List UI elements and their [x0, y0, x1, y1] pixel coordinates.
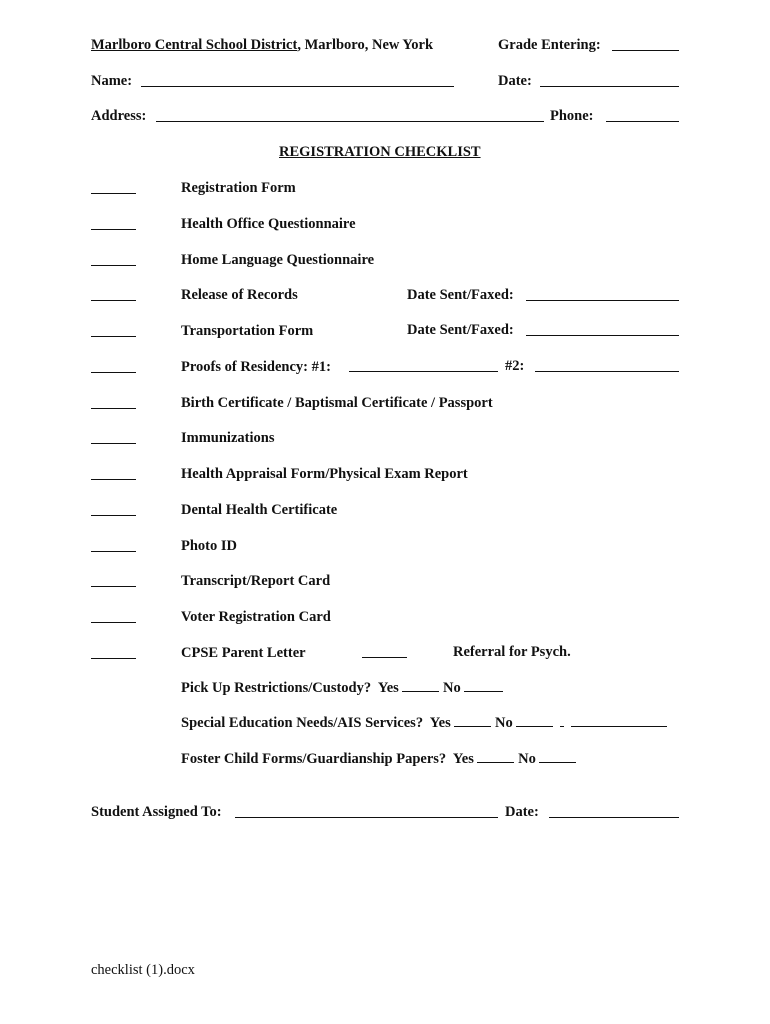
- foster-no-field[interactable]: [539, 750, 576, 763]
- pickup-yes-field[interactable]: [402, 679, 439, 692]
- page-title: REGISTRATION CHECKLIST: [279, 144, 481, 160]
- checklist-item-label: Release of Records: [181, 287, 298, 303]
- checklist-item-label: Voter Registration Card: [181, 609, 331, 625]
- checklist-item-label: Health Office Questionnaire: [181, 216, 356, 232]
- special-ed-text: Special Education Needs/AIS Services?: [181, 715, 424, 731]
- phone-label: Phone:: [550, 108, 594, 124]
- checklist-checkbox-line[interactable]: [91, 586, 136, 587]
- checklist-item-label: Home Language Questionnaire: [181, 252, 375, 268]
- foster-no-label: No: [518, 751, 536, 767]
- release-date-sent-label: Date Sent/Faxed:: [407, 287, 514, 303]
- checklist-checkbox-line[interactable]: [91, 479, 136, 480]
- phone-field[interactable]: [606, 121, 679, 122]
- checklist-checkbox-line[interactable]: [91, 336, 136, 337]
- checklist-checkbox-line[interactable]: [91, 408, 136, 409]
- checklist-checkbox-line[interactable]: [91, 443, 136, 444]
- pickup-question: [181, 679, 503, 697]
- special-ed-notes-field[interactable]: [571, 714, 667, 727]
- checklist-item-label: Health Appraisal Form/Physical Exam Report: [181, 466, 468, 482]
- checklist-checkbox-line[interactable]: [91, 622, 136, 623]
- proof-1-field[interactable]: [349, 371, 498, 372]
- transport-date-sent-field[interactable]: [526, 335, 679, 336]
- assigned-date-field[interactable]: [549, 817, 679, 818]
- checklist-item-label: Dental Health Certificate: [181, 502, 338, 518]
- date-field[interactable]: [540, 86, 679, 87]
- checklist-checkbox-line[interactable]: [91, 265, 136, 266]
- special-ed-dash: [560, 714, 564, 727]
- checklist-item-label: Registration Form: [181, 180, 296, 196]
- foster-yes-field[interactable]: [477, 750, 514, 763]
- district-name: Marlboro Central School District: [91, 37, 298, 53]
- transport-date-sent-label: Date Sent/Faxed:: [407, 322, 514, 338]
- foster-yes-label: Yes: [452, 751, 474, 767]
- grade-entering-field[interactable]: [612, 50, 679, 51]
- pickup-no-label: No: [443, 680, 461, 696]
- address-label: Address:: [91, 108, 147, 124]
- pickup-no-field[interactable]: [464, 679, 503, 692]
- checklist-checkbox-line[interactable]: [91, 551, 136, 552]
- date-label: Date:: [498, 73, 532, 89]
- checklist-checkbox-line[interactable]: [91, 515, 136, 516]
- checklist-checkbox-line[interactable]: [91, 229, 136, 230]
- assigned-date-label: Date:: [505, 804, 539, 820]
- district-heading: [91, 36, 433, 54]
- referral-label: Referral for Psych.: [453, 644, 571, 660]
- student-assigned-label: Student Assigned To:: [91, 804, 222, 820]
- checklist-checkbox-line[interactable]: [91, 372, 136, 373]
- checklist-item-label: CPSE Parent Letter: [181, 645, 306, 661]
- pickup-yes-label: Yes: [377, 680, 399, 696]
- name-label: Name:: [91, 73, 133, 89]
- foster-question: [181, 750, 576, 768]
- special-ed-no-field[interactable]: [516, 714, 553, 727]
- name-field[interactable]: [141, 86, 454, 87]
- special-ed-no-label: No: [495, 715, 513, 731]
- referral-check-line[interactable]: [362, 657, 407, 658]
- district-location: , Marlboro, New York: [297, 37, 434, 53]
- grade-entering-label: Grade Entering:: [498, 37, 601, 53]
- proof-2-label: #2:: [505, 358, 525, 374]
- document-filename: checklist (1).docx: [91, 962, 195, 978]
- checklist-item-label: Transportation Form: [181, 323, 314, 339]
- checklist-checkbox-line[interactable]: [91, 658, 136, 659]
- checklist-item-label: Immunizations: [181, 430, 275, 446]
- special-ed-yes-label: Yes: [429, 715, 451, 731]
- foster-text: Foster Child Forms/Guardianship Papers?: [181, 751, 447, 767]
- checklist-checkbox-line[interactable]: [91, 300, 136, 301]
- address-field[interactable]: [156, 121, 544, 122]
- pickup-text: Pick Up Restrictions/Custody?: [181, 680, 372, 696]
- checklist-item-label: Proofs of Residency: #1:: [181, 359, 331, 375]
- checklist-item-label: Birth Certificate / Baptismal Certificate / Passport: [181, 395, 493, 411]
- checklist-item-label: Photo ID: [181, 538, 237, 554]
- checklist-checkbox-line[interactable]: [91, 193, 136, 194]
- special-ed-yes-field[interactable]: [454, 714, 491, 727]
- special-ed-question: [181, 714, 667, 732]
- student-assigned-field[interactable]: [235, 817, 498, 818]
- checklist-item-label: Transcript/Report Card: [181, 573, 331, 589]
- proof-2-field[interactable]: [535, 371, 679, 372]
- release-date-sent-field[interactable]: [526, 300, 679, 301]
